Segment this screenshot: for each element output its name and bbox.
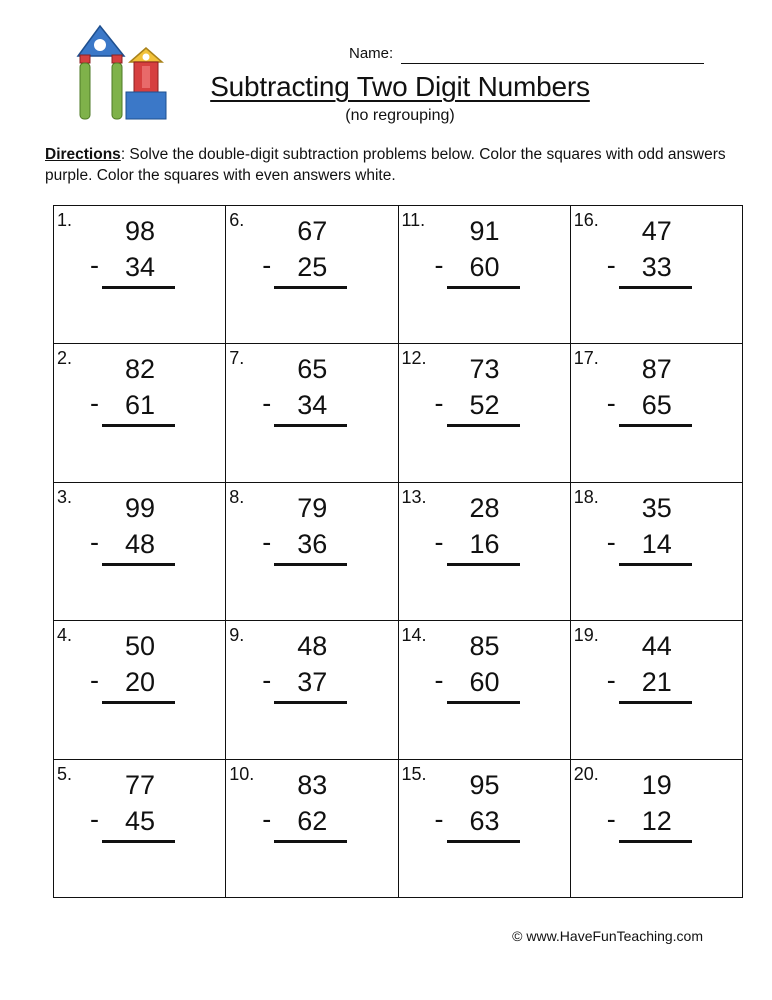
copyright-footer: © www.HaveFunTeaching.com — [512, 928, 703, 944]
minuend: 77 — [124, 769, 156, 800]
problem-number: 14. — [401, 625, 427, 646]
subtrahend: 65 — [641, 390, 672, 421]
minuend: 47 — [641, 216, 672, 246]
page-title — [0, 71, 772, 103]
subtrahend: 60 — [469, 667, 500, 698]
answer-line — [447, 840, 520, 843]
minuend: 50 — [124, 631, 156, 662]
problem-number: 13. — [401, 486, 427, 507]
subtrahend: 60 — [469, 252, 500, 282]
problem-number: 11. — [401, 210, 426, 230]
problem-number: 6. — [229, 210, 245, 230]
problem-cell[interactable] — [399, 760, 571, 898]
answer-line — [274, 563, 347, 566]
problem-number: 5. — [57, 763, 73, 784]
problem-cell[interactable] — [226, 206, 398, 344]
minus-sign: - — [262, 250, 272, 280]
minus-sign: - — [90, 803, 99, 834]
minus-sign: - — [90, 526, 99, 557]
answer-line — [447, 424, 520, 427]
minus-sign: - — [606, 388, 616, 419]
answer-line — [274, 840, 347, 843]
minus-sign: - — [434, 250, 444, 280]
problem-number: 16. — [573, 210, 599, 230]
minus-sign: - — [606, 250, 616, 280]
minuend: 85 — [469, 631, 500, 662]
minuend: 35 — [641, 492, 672, 523]
minus-sign: - — [434, 526, 444, 557]
minuend: 87 — [641, 354, 672, 385]
problem-number: 1. — [57, 210, 73, 230]
answer-line — [274, 424, 347, 427]
minuend: 83 — [297, 769, 328, 800]
problem-number: 15. — [401, 763, 427, 784]
problem-cell[interactable] — [399, 344, 571, 482]
subtrahend: 34 — [124, 252, 156, 282]
answer-line — [619, 563, 692, 566]
minus-sign: - — [434, 803, 444, 834]
minus-sign: - — [90, 388, 99, 419]
minuend: 73 — [469, 354, 500, 385]
problem-cell[interactable] — [226, 344, 398, 482]
subtrahend: 16 — [469, 528, 500, 559]
subtrahend: 37 — [297, 667, 328, 698]
subtrahend: 48 — [124, 528, 156, 559]
subtrahend: 14 — [641, 528, 672, 559]
answer-line — [619, 286, 692, 289]
problem-cell[interactable] — [571, 483, 743, 621]
problem-cell[interactable] — [226, 483, 398, 621]
minuend: 82 — [124, 354, 156, 385]
subtrahend: 34 — [297, 390, 328, 421]
subtrahend: 52 — [469, 390, 500, 421]
answer-line — [447, 563, 520, 566]
minuend: 48 — [297, 631, 328, 662]
answer-line — [274, 701, 347, 704]
subtrahend: 63 — [469, 805, 500, 836]
name-label: Name: — [349, 45, 394, 62]
problem-number: 9. — [229, 625, 245, 646]
problem-cell[interactable] — [54, 206, 226, 344]
answer-line — [102, 286, 175, 289]
problem-cell[interactable] — [54, 483, 226, 621]
problem-cell[interactable] — [226, 621, 398, 759]
problem-grid — [53, 205, 743, 898]
minuend: 28 — [469, 492, 500, 523]
minus-sign: - — [434, 388, 444, 419]
answer-line — [102, 701, 175, 704]
problem-number: 18. — [573, 486, 599, 507]
minus-sign: - — [606, 526, 616, 557]
minuend: 95 — [469, 769, 500, 800]
problem-number: 3. — [57, 486, 73, 507]
problem-cell[interactable] — [571, 621, 743, 759]
minuend: 99 — [124, 492, 156, 523]
subtrahend: 20 — [124, 667, 156, 698]
subtrahend: 25 — [297, 252, 328, 282]
problem-number: 4. — [57, 625, 73, 646]
problem-number: 12. — [401, 348, 427, 369]
problem-cell[interactable] — [571, 760, 743, 898]
minus-sign: - — [262, 388, 272, 419]
answer-line — [102, 563, 175, 566]
minus-sign: - — [606, 803, 616, 834]
subtrahend: 33 — [641, 252, 672, 282]
problem-number: 19. — [573, 625, 599, 646]
problem-cell[interactable] — [54, 760, 226, 898]
minus-sign: - — [434, 665, 444, 696]
minuend: 79 — [297, 492, 328, 523]
name-field-row — [349, 45, 709, 67]
minuend: 91 — [469, 216, 500, 246]
name-input-line[interactable] — [401, 63, 704, 64]
directions-label: Directions — [45, 146, 121, 163]
subtrahend: 62 — [297, 805, 328, 836]
answer-line — [619, 840, 692, 843]
answer-line — [619, 701, 692, 704]
answer-line — [447, 286, 520, 289]
problem-cell[interactable] — [399, 483, 571, 621]
answer-line — [102, 840, 175, 843]
answer-line — [447, 701, 520, 704]
page-subtitle: (no regrouping) — [345, 107, 455, 124]
answer-line — [619, 424, 692, 427]
problem-cell[interactable] — [226, 760, 398, 898]
directions-text: : Solve the double-digit subtraction problems below. Color the squares with odd answers purple. Color the squares with even answers white. — [45, 146, 726, 184]
problem-cell[interactable] — [54, 621, 226, 759]
problem-number: 20. — [573, 763, 599, 784]
minuend: 44 — [641, 631, 672, 662]
subtrahend: 12 — [641, 805, 672, 836]
answer-line — [102, 424, 175, 427]
subtrahend: 21 — [641, 667, 672, 698]
minus-sign: - — [262, 803, 272, 834]
problem-number: 2. — [57, 348, 73, 369]
problem-number: 17. — [573, 348, 599, 369]
problem-cell[interactable] — [571, 206, 743, 344]
subtrahend: 45 — [124, 805, 156, 836]
minus-sign: - — [262, 526, 272, 557]
subtrahend: 61 — [124, 390, 156, 421]
minus-sign: - — [606, 665, 616, 696]
problem-cell[interactable] — [571, 344, 743, 482]
minuend: 98 — [124, 216, 156, 246]
problem-cell[interactable] — [54, 344, 226, 482]
minus-sign: - — [262, 665, 272, 696]
subtrahend: 36 — [297, 528, 328, 559]
problem-cell[interactable] — [399, 206, 571, 344]
minus-sign: - — [90, 665, 99, 696]
answer-line — [274, 286, 347, 289]
problem-number: 7. — [229, 348, 245, 369]
directions — [45, 144, 745, 186]
problem-number: 10. — [229, 763, 255, 784]
minuend: 19 — [641, 769, 672, 800]
problem-cell[interactable] — [399, 621, 571, 759]
minus-sign: - — [90, 250, 99, 280]
problem-number: 8. — [229, 486, 245, 507]
minuend: 67 — [297, 216, 328, 246]
minuend: 65 — [297, 354, 328, 385]
page-title-text: Subtracting Two Digit Numbers — [210, 71, 590, 102]
